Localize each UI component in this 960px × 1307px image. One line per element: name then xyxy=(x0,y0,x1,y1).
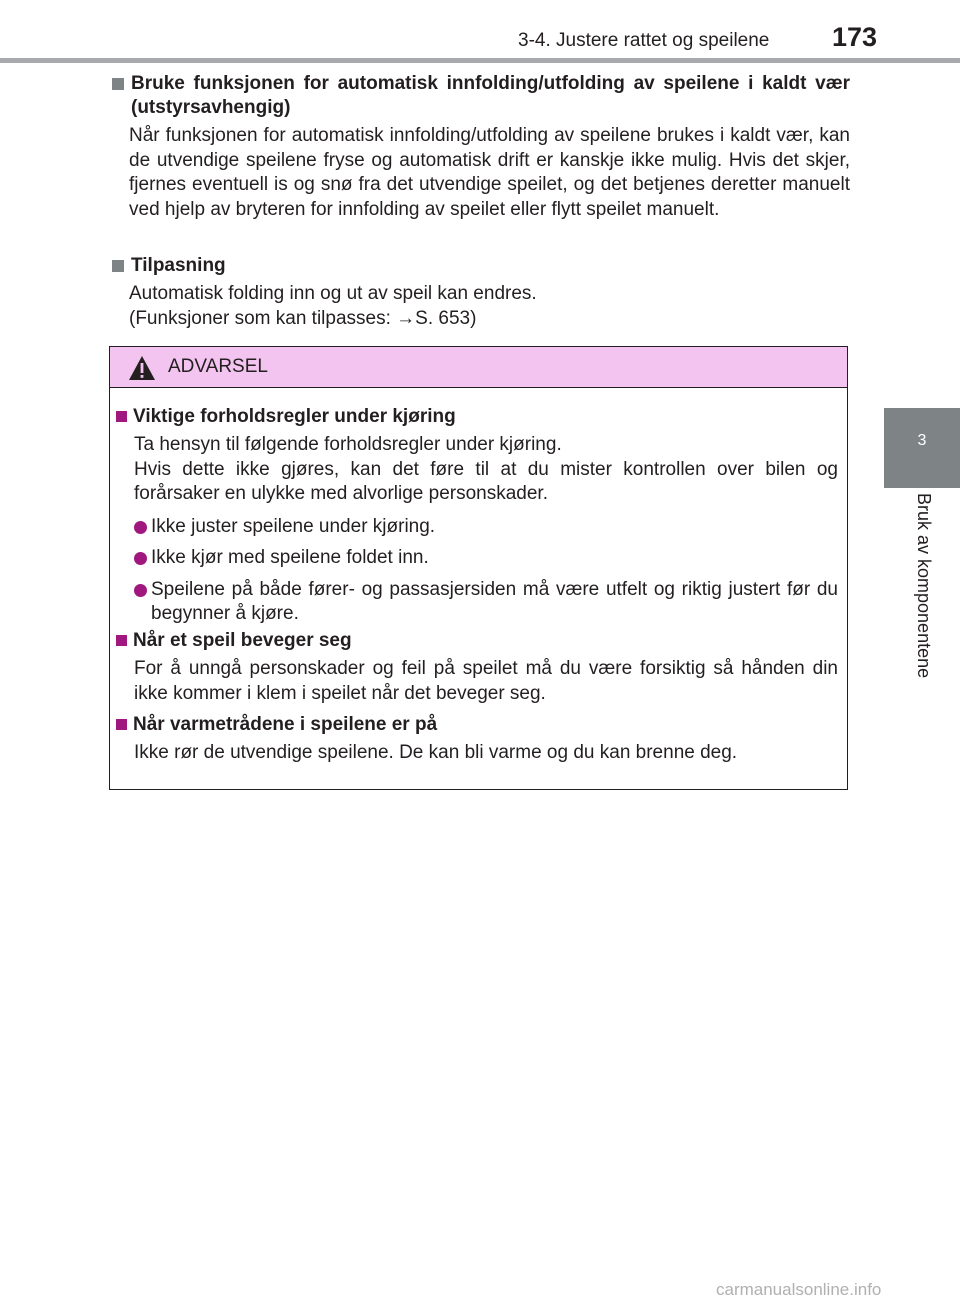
warning-triangle-icon xyxy=(128,355,156,381)
warning-label: ADVARSEL xyxy=(168,356,268,377)
square-bullet-icon xyxy=(116,635,127,646)
warning-section-driving xyxy=(116,405,838,627)
page-number: 173 xyxy=(832,22,878,52)
warning-header xyxy=(110,347,847,388)
section-customization xyxy=(110,254,850,331)
warning-text: Hvis dette ikke gjøres, kan det føre til at du mister kontrollen over bilen og forårsaker en ulykke med alvorlige personskader. xyxy=(134,458,838,504)
warning-section-title: Viktige forholdsregler under kjøring xyxy=(133,406,456,427)
warning-section-title: Når varmetrådene i speilene er på xyxy=(133,714,438,735)
chapter-tab-label: Bruk av komponentene xyxy=(914,493,934,679)
square-bullet-icon xyxy=(112,78,124,90)
warning-text: Ikke rør de utvendige speilene. De kan bli varme og du kan brenne deg. xyxy=(134,742,738,763)
section-body: Når funksjonen for automatisk innfolding/utfolding av speilene brukes i kaldt vær, kan de utvendige speilene fryse og automatisk drift er kanskje ikke mulig. Hvis det skjer, fjernes eventuell is og snø fra det utvendige speilet, og det betjenes deretter manuelt ved hjelp av bryteren for innfolding av speilet eller flytt speilet manuelt. xyxy=(129,125,850,220)
section-title: Bruke funksjonen for automatisk innfolding/utfolding av speilene i kaldt vær (utstyrsavhengig) xyxy=(131,73,850,118)
warning-text: Ta hensyn til følgende forholdsregler under kjøring. xyxy=(134,434,562,455)
running-head: 3-4. Justere rattet og speilene xyxy=(518,30,770,51)
section-auto-fold xyxy=(110,72,850,222)
watermark[interactable]: carmanualsonline.info xyxy=(716,1280,882,1299)
square-bullet-icon xyxy=(116,411,127,422)
bullet-dot-icon xyxy=(134,584,147,597)
square-bullet-icon xyxy=(112,260,124,272)
warning-section-heaters xyxy=(116,713,838,766)
list-item: Speilene på både fører- og passasjersiden må være utfelt og riktig justert før du begynner å kjøre. xyxy=(134,578,838,627)
warning-box xyxy=(109,346,848,790)
customization-reference-link[interactable]: (Funksjoner som kan tilpasses: →S. 653) xyxy=(129,307,477,329)
list-item: Ikke kjør med speilene foldet inn. xyxy=(134,546,838,571)
chapter-tab xyxy=(884,408,960,488)
header-rule xyxy=(0,58,960,63)
warning-section-moving xyxy=(116,629,838,706)
customization-line: Automatisk folding inn og ut av speil kan endres. xyxy=(129,283,537,304)
chapter-tab-number: 3 xyxy=(917,432,927,449)
section-title: Tilpasning xyxy=(131,255,226,276)
bullet-dot-icon xyxy=(134,552,147,565)
warning-text: For å unngå personskader og feil på speilet må du være forsiktig så hånden din ikke kommer i klem i speilet når det beveger seg. xyxy=(134,658,838,704)
bullet-dot-icon xyxy=(134,521,147,534)
square-bullet-icon xyxy=(116,719,127,730)
list-item: Ikke juster speilene under kjøring. xyxy=(134,515,838,540)
warning-section-title: Når et speil beveger seg xyxy=(133,630,352,651)
